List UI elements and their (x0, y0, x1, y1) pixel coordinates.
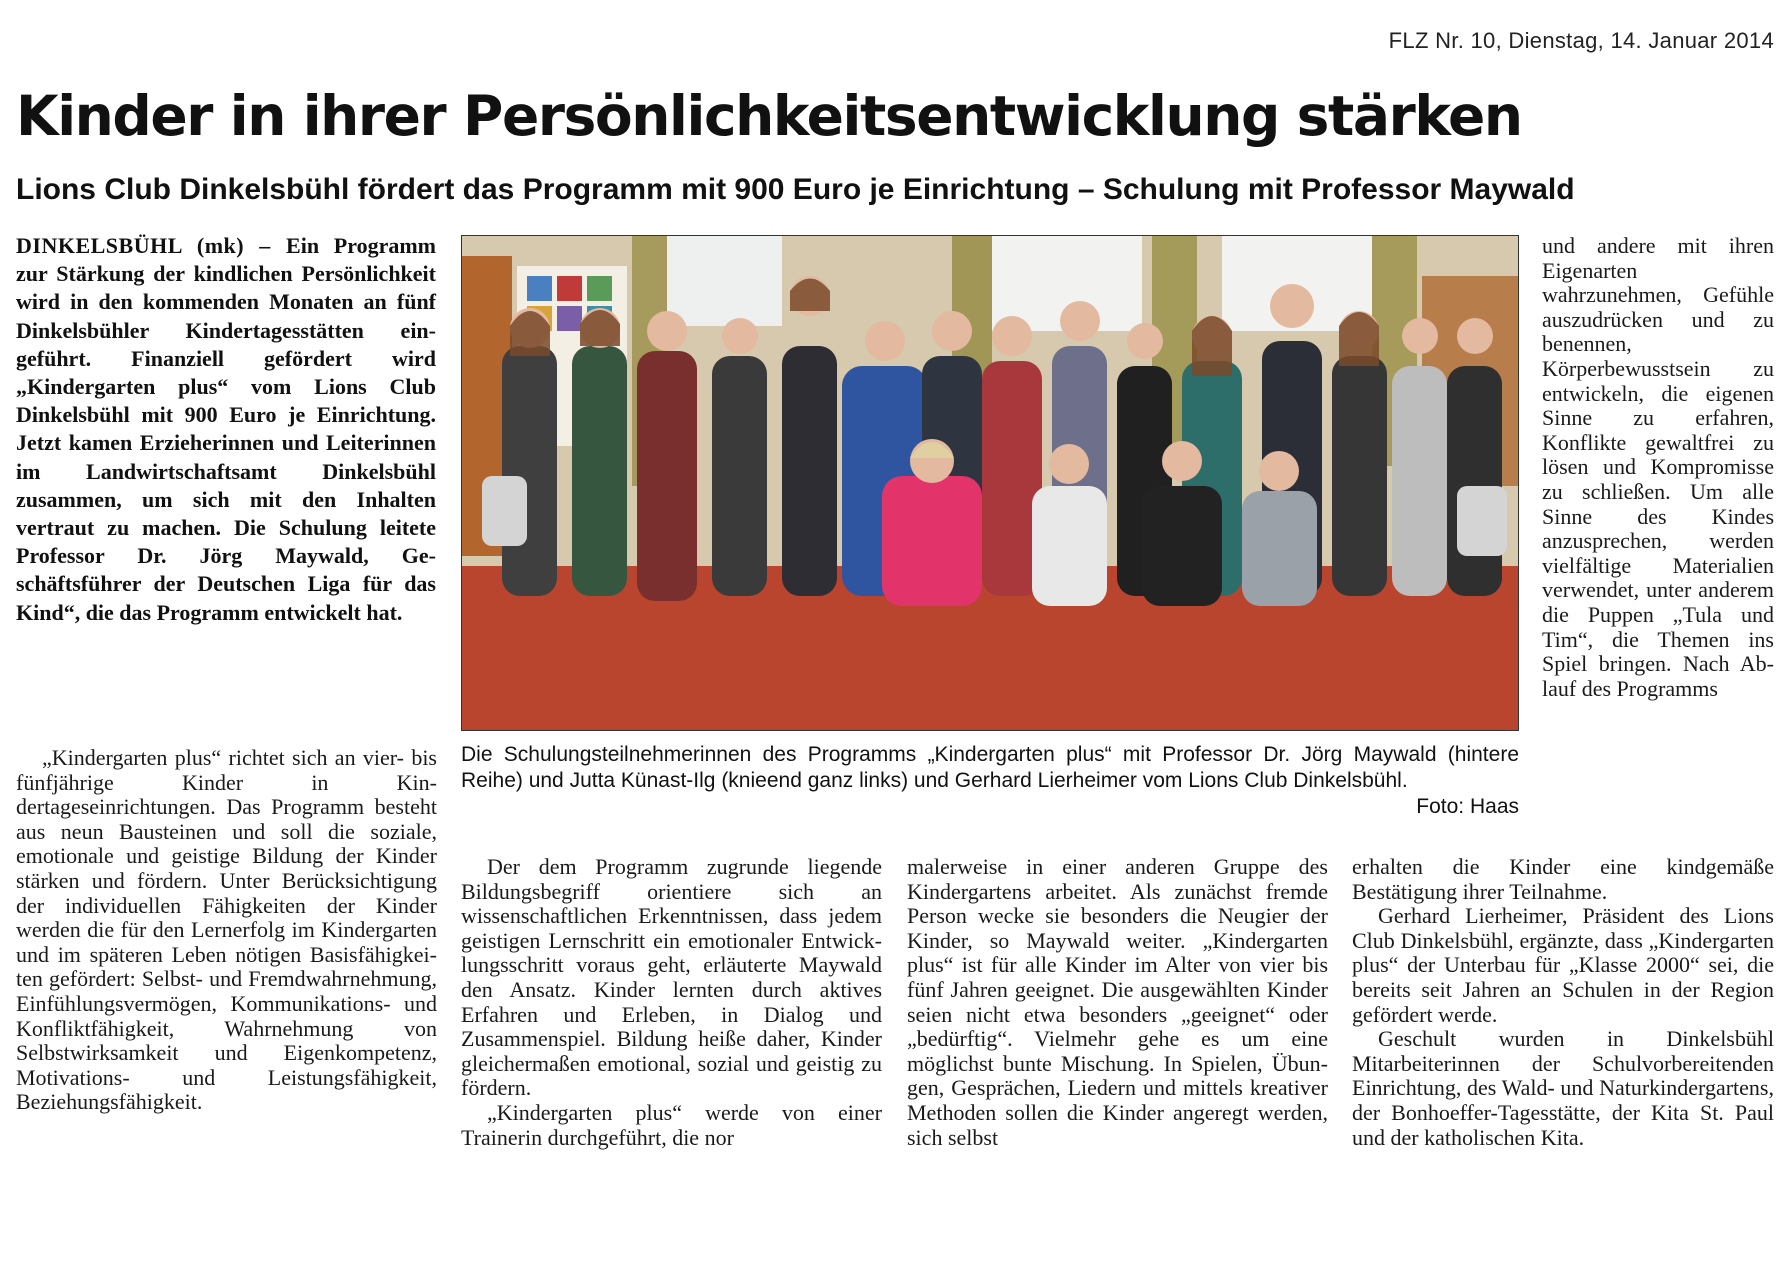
photo-credit: Foto: Haas (1416, 795, 1519, 818)
column-4-paragraph-3: Gerhard Lierheimer, Präsident des Lions Club Dinkelsbühl, ergänzte, dass „Kindergarten plus“ der Unterbau für „Klasse 2000“ sei, die bereits seit Jahren an Schulen in der Region gefördert werde. (1352, 903, 1774, 1027)
column-2 (461, 855, 882, 1150)
lead-text: Ein Programm zur Stärkung der kindlichen Persönlichkeit wird in den kommenden Monaten an fünf Dinkelsbühler Kindertagesstätten eingeführt. Finanziell gefördert wird „Kindergarten plus“ vom Lions Club Dinkelsbühl mit 900 Euro je Einrichtung. Jetzt kamen Erzieherinnen und Leiterinnen im Landwirtschaftsamt Dinkelsbühl zusammen, um sich mit den Inhalten vertraut zu machen. Die Schulung leitete Professor Dr. Jörg Maywald, Geschäftsführer der Deutschen Liga für das Kind“, die das Programm entwickelt hat. (16, 233, 436, 625)
column-1 (16, 746, 437, 1115)
dateline: DINKELSBÜHL (mk) – (16, 233, 287, 258)
article-photo (461, 235, 1519, 731)
column-3 (907, 855, 1328, 1150)
photo-caption: Die Schulungsteilnehmerinnen des Programms „Kindergarten plus“ mit Professor Dr. Jörg Maywald (hintere Reihe) und Jutta Künast-Ilg (knieend ganz links) und Gerhard Lierheimer vom Lions Club Dinkelsbühl. (461, 743, 1519, 792)
column-4-paragraph-2: erhalten die Kinder eine kindgemäße Bestätigung ihrer Teilnahme. (1352, 854, 1774, 904)
masthead: FLZ Nr. 10, Dienstag, 14. Januar 2014 (1388, 28, 1774, 53)
headline: Kinder in ihrer Persönlichkeitsentwicklung stärken (16, 84, 1522, 148)
column-1-paragraph: „Kindergarten plus“ richtet sich an vier- bis fünfjährige Kinder in Kindertageseinrichtungen. Das Programm besteht aus neun Bausteinen und soll die soziale, emotionale und geistige Bildung der Kinder stärken und fördern. Unter Berücksichtigung der individuellen Fähigkeiten der Kinder werden die für den Lernerfolg im Kindergarten und im späteren Leben nötigen Basisfähigkeiten gefördert: Selbst- und Fremdwahrnehmung, Einfühlungsvermögen, Kommunikations- und Konfliktfähigkeit, Wahrnehmung von Selbstwirksamkeit und Eigenkompetenz, Motivations- und Leistungsfähigkeit, Beziehungsfähigkeit. (16, 745, 437, 1115)
column-2-paragraph-1: Der dem Programm zugrunde liegende Bildungsbegriff orientiere sich an wissenschaftlichen Erkenntnissen, dass jedem geistigen Lernschritt ein emotionaler Entwicklungsschritt voraus geht, erläuterte Maywald den Ansatz. Kinder lernten durch aktives Erfahren und Erleben, in Dialog und Zusammenspiel. Bildung heiße daher, Kinder gleichermaßen emotional, sozial und geistig zu fördern. (461, 854, 882, 1101)
column-4-paragraph-1: und andere mit ihren Eigenarten wahrzunehmen, Gefühle auszudrücken und zu benennen, Körperbewusstsein zu entwickeln, die eigenen Sinne zu erfahren, Konflikte gewaltfrei zu lösen und Kompromisse zu schließen. Um alle Sinne des Kindes anzusprechen, werden vielfältige Materialien verwendet, unter anderem die Puppen „Tula und Tim“, die Themen ins Spiel bringen. Nach Ablauf des Programms (1542, 233, 1774, 701)
column-4-paragraph-4: Geschult wurden in Dinkelsbühl Mitarbeiterinnen der Schulvorbereitenden Einrichtung, des Wald- und Naturkindergartens, der Bonhoeffer-Tagesstätte, der Kita St. Paul und der katholischen Kita. (1352, 1026, 1774, 1150)
column-2-paragraph-2: „Kindergarten plus“ werde von einer Trainerin durchgeführt, die nor (461, 1099, 882, 1150)
column-3-paragraph: malerweise in einer anderen Gruppe des Kindergartens arbeitet. Als zunächst fremde Person wecke sie besonders die Neugier der Kinder, so Maywald weiter. „Kindergarten plus“ ist für alle Kinder im Alter von vier bis fünf Jahren geeignet. Die ausgewählten Kinder seien nicht etwa besonders „geeignet“ oder „bedürftig“. Vielmehr gehe es um eine möglichst bunte Mischung. In Spielen, Übungen, Gesprächen, Liedern und mittels kreativer Methoden sollen die Kinder angeregt werden, sich selbst (907, 854, 1328, 1150)
subhead: Lions Club Dinkelsbühl fördert das Programm mit 900 Euro je Einrichtung – Schulung mit Professor Maywald (16, 173, 1575, 206)
lead-paragraph (16, 232, 436, 627)
column-4-continued (1352, 855, 1774, 1150)
column-4 (1542, 234, 1774, 701)
group-photo-illustration (462, 236, 1518, 730)
